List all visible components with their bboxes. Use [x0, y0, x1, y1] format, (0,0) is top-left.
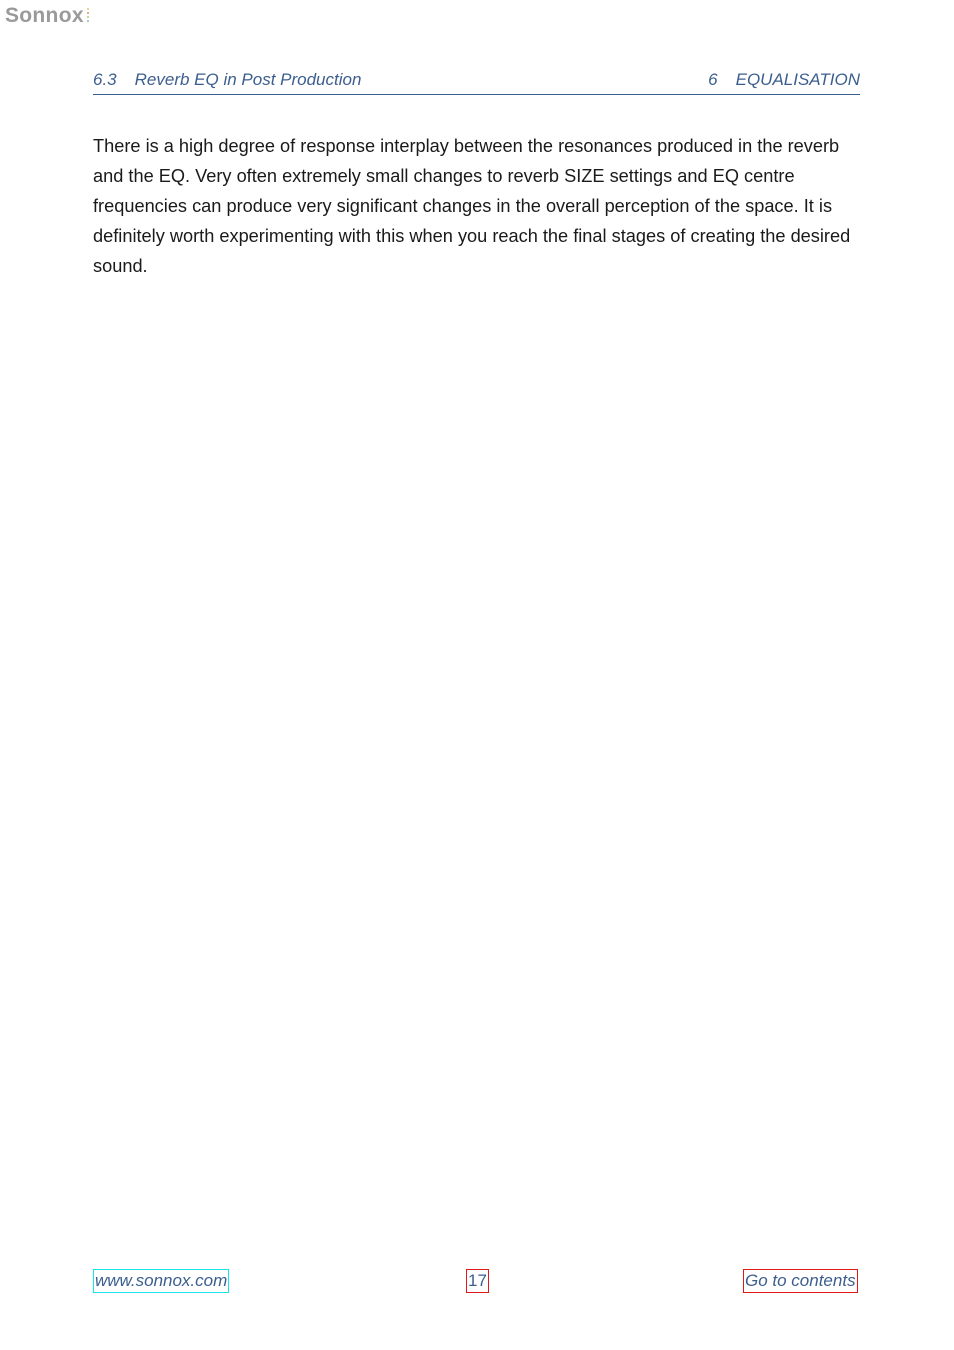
- logo-text: Sonnox: [5, 4, 84, 27]
- section-number: 6.3: [93, 70, 117, 89]
- body-paragraph: There is a high degree of response interplay between the resonances produced in the reverb and the EQ. Very often extremely small changes to reverb SIZE settings and EQ centre frequencies can produce very significant changes in the overall perception of the space. It is definitely worth experimenting with this when you reach the final stages of creating the desired sound.: [93, 136, 851, 276]
- section-heading: [93, 70, 361, 90]
- page-number-link[interactable]: 17: [466, 1269, 489, 1293]
- chapter-number: 6: [708, 70, 718, 89]
- page-header: [93, 70, 860, 95]
- sonnox-logo: [5, 4, 89, 28]
- chapter-title: EQUALISATION: [735, 70, 860, 89]
- go-to-contents-link[interactable]: Go to contents: [743, 1269, 858, 1293]
- section-title: Reverb EQ in Post Production: [134, 70, 362, 89]
- website-link[interactable]: www.sonnox.com: [93, 1269, 229, 1293]
- chapter-heading: [708, 70, 860, 90]
- logo-dots-icon: [87, 8, 89, 22]
